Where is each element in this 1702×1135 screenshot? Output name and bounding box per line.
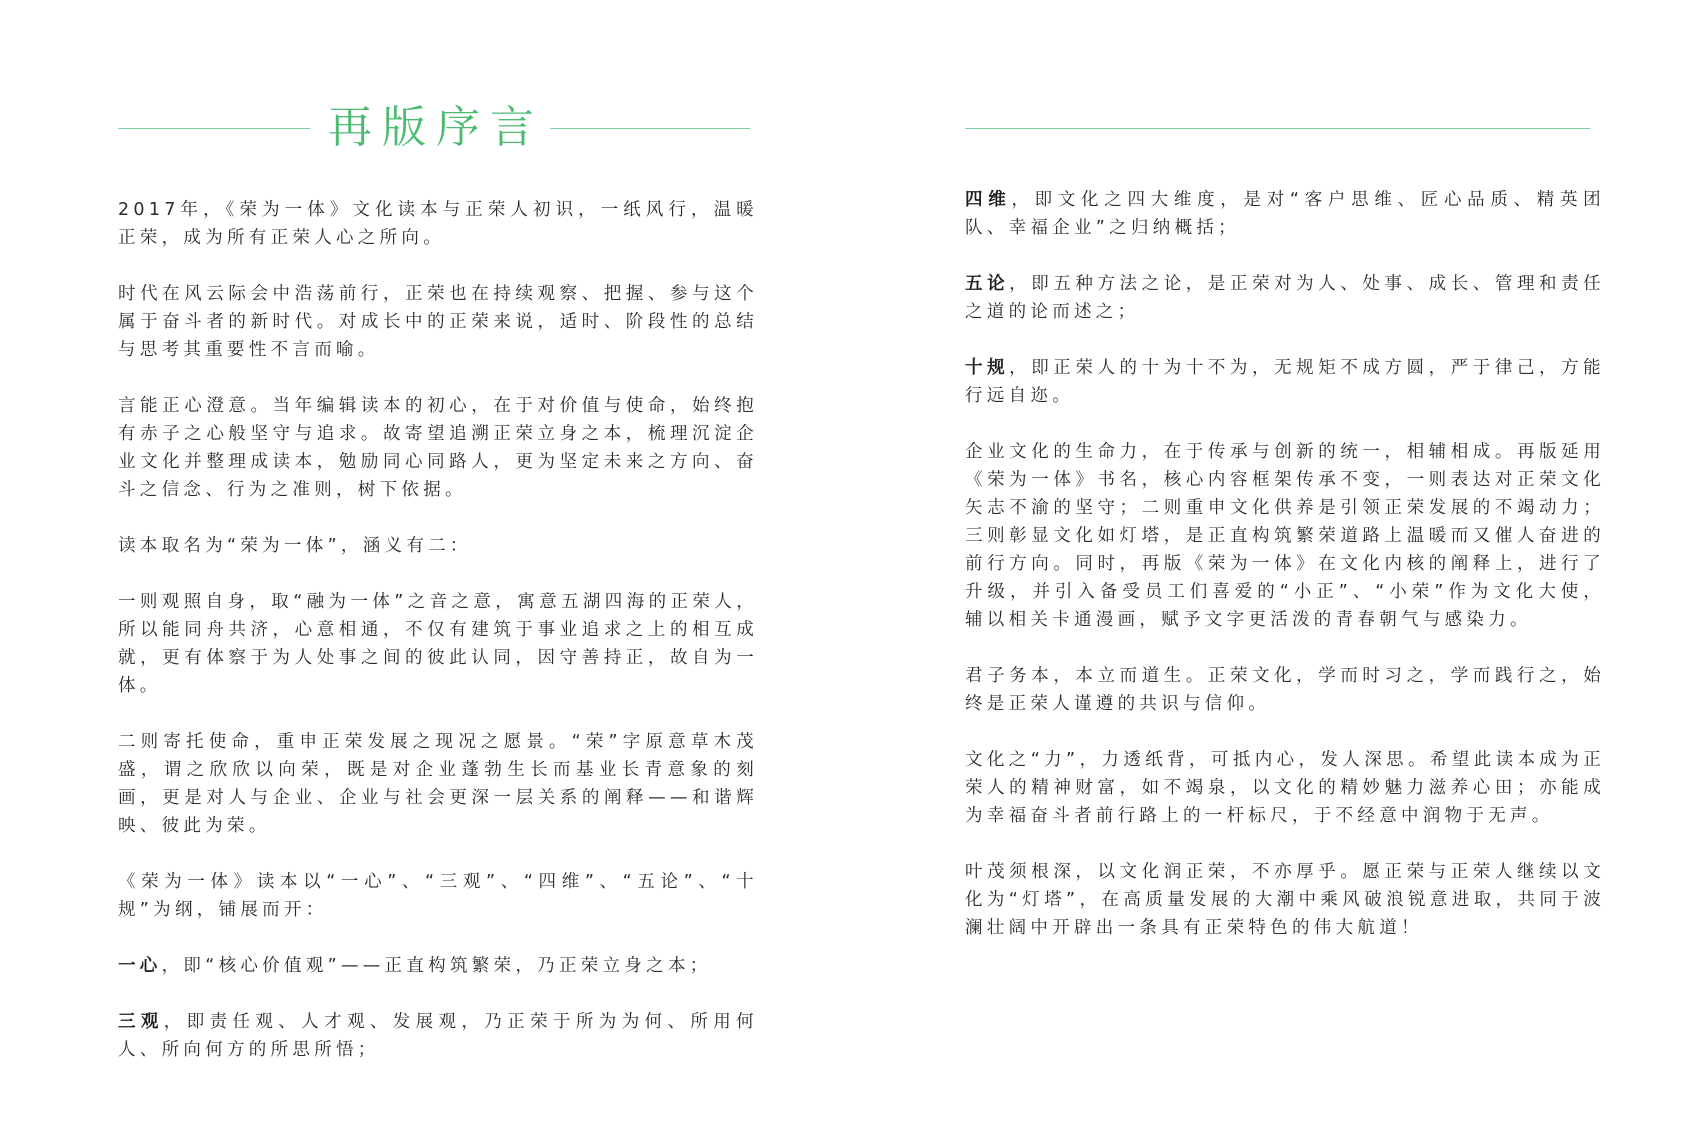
paragraph-keyword: 四维 [965, 190, 1012, 210]
paragraph [118, 728, 758, 840]
paragraph-text: ，即“核心价值观”——正直构筑繁荣，乃正荣立身之本； [161, 956, 712, 976]
paragraph-text: ，即正荣人的十为十不为，无规矩不成方圆，严于律己，方能行远自迩。 [965, 358, 1605, 406]
paragraph-text: 言能正心澄意。当年编辑读本的初心，在于对价值与使命，始终抱有赤子之心般坚守与追求。故寄望追溯正荣立身之本，梳理沉淀企业文化并整理成读本，勉励同心同路人，更为坚定未来之方向、奋斗之信念、行为之准则，树下依据。 [118, 396, 758, 500]
paragraph-keyword: 十规 [965, 358, 1010, 378]
paragraph [965, 858, 1605, 942]
paragraph-text: 二则寄托使命，重申正荣发展之现况之愿景。“荣”字原意草木茂盛，谓之欣欣以向荣，既是对企业蓬勃生长而基业长青意象的刻画，更是对人与企业、企业与社会更深一层关系的阐释——和谐辉映、彼此为荣。 [118, 732, 758, 836]
paragraph [965, 270, 1605, 326]
paragraph [118, 868, 758, 924]
paragraph-text: 《荣为一体》读本以“一心”、“三观”、“四维”、“五论”、“十规”为纲，铺展而开： [118, 872, 758, 920]
paragraph-text: 企业文化的生命力，在于传承与创新的统一，相辅相成。再版延用《荣为一体》书名，核心内容框架传承不变，一则表达对正荣文化矢志不渝的坚守；二则重申文化供养是引领正荣发展的不竭动力；三则彰显文化如灯塔，是正直构筑繁荣道路上温暖而又催人奋进的前行方向。同时，再版《荣为一体》在文化内核的阐释上，进行了升级，并引入备受员工们喜爱的“小正”、“小荣”作为文化大使，辅以相关卡通漫画，赋予文字更活泼的青春朝气与感染力。 [965, 442, 1605, 630]
paragraph-text: 一则观照自身，取“融为一体”之音之意，寓意五湖四海的正荣人，所以能同舟共济，心意相通，不仅有建筑于事业追求之上的相互成就，更有体察于为人处事之间的彼此认同，因守善持正，故自为一体。 [118, 592, 758, 696]
paragraph [965, 186, 1605, 242]
paragraph [118, 1008, 758, 1064]
paragraph-text: ，即责任观、人才观、发展观，乃正荣于所为为何、所用何人、所向何方的所思所悟； [118, 1012, 758, 1060]
paragraph [965, 354, 1605, 410]
paragraph-text: 时代在风云际会中浩荡前行，正荣也在持续观察、把握、参与这个属于奋斗者的新时代。对成长中的正荣来说，适时、阶段性的总结与思考其重要性不言而喻。 [118, 284, 758, 360]
left-content [118, 196, 758, 1064]
left-page [118, 0, 758, 1092]
paragraph [118, 196, 758, 252]
paragraph [118, 952, 758, 980]
paragraph [118, 280, 758, 364]
right-page [965, 0, 1605, 970]
paragraph-text: 文化之“力”，力透纸背，可抵内心，发人深思。希望此读本成为正荣人的精神财富，如不竭泉，以文化的精妙魅力滋养心田；亦能成为幸福奋斗者前行路上的一杆标尺，于不经意中润物于无声。 [965, 750, 1605, 826]
title-rule-left [118, 128, 310, 129]
paragraph [965, 438, 1605, 634]
paragraph [118, 588, 758, 700]
paragraph-text: 君子务本，本立而道生。正荣文化，学而时习之，学而践行之，始终是正荣人谨遵的共识与信仰。 [965, 666, 1605, 714]
header-rule [965, 128, 1590, 129]
paragraph [118, 392, 758, 504]
paragraph [965, 746, 1605, 830]
paragraph-keyword: 一心 [118, 956, 162, 976]
paragraph-text: 读本取名为“荣为一体”，涵义有二： [118, 536, 472, 556]
paragraph-text: ，即文化之四大维度，是对“客户思维、匠心品质、精英团队、幸福企业”之归纳概括； [965, 190, 1605, 238]
paragraph [118, 532, 758, 560]
paragraph-text: 叶茂须根深，以文化润正荣，不亦厚乎。愿正荣与正荣人继续以文化为“灯塔”，在高质量发展的大潮中乘风破浪锐意进取，共同于波澜壮阔中开辟出一条具有正荣特色的伟大航道！ [965, 862, 1605, 938]
title-rule-right [550, 128, 750, 129]
paragraph-text: 2017年，《荣为一体》文化读本与正荣人初识，一纸风行，温暖正荣，成为所有正荣人心之所向。 [118, 200, 758, 248]
right-content [965, 186, 1605, 942]
paragraph-keyword: 三观 [118, 1012, 164, 1032]
title-row [118, 100, 758, 160]
paragraph [965, 662, 1605, 718]
page-title: 再版序言 [328, 102, 544, 153]
paragraph-text: ，即五种方法之论，是正荣对为人、处事、成长、管理和责任之道的论而述之； [965, 274, 1605, 322]
paragraph-keyword: 五论 [965, 274, 1010, 294]
